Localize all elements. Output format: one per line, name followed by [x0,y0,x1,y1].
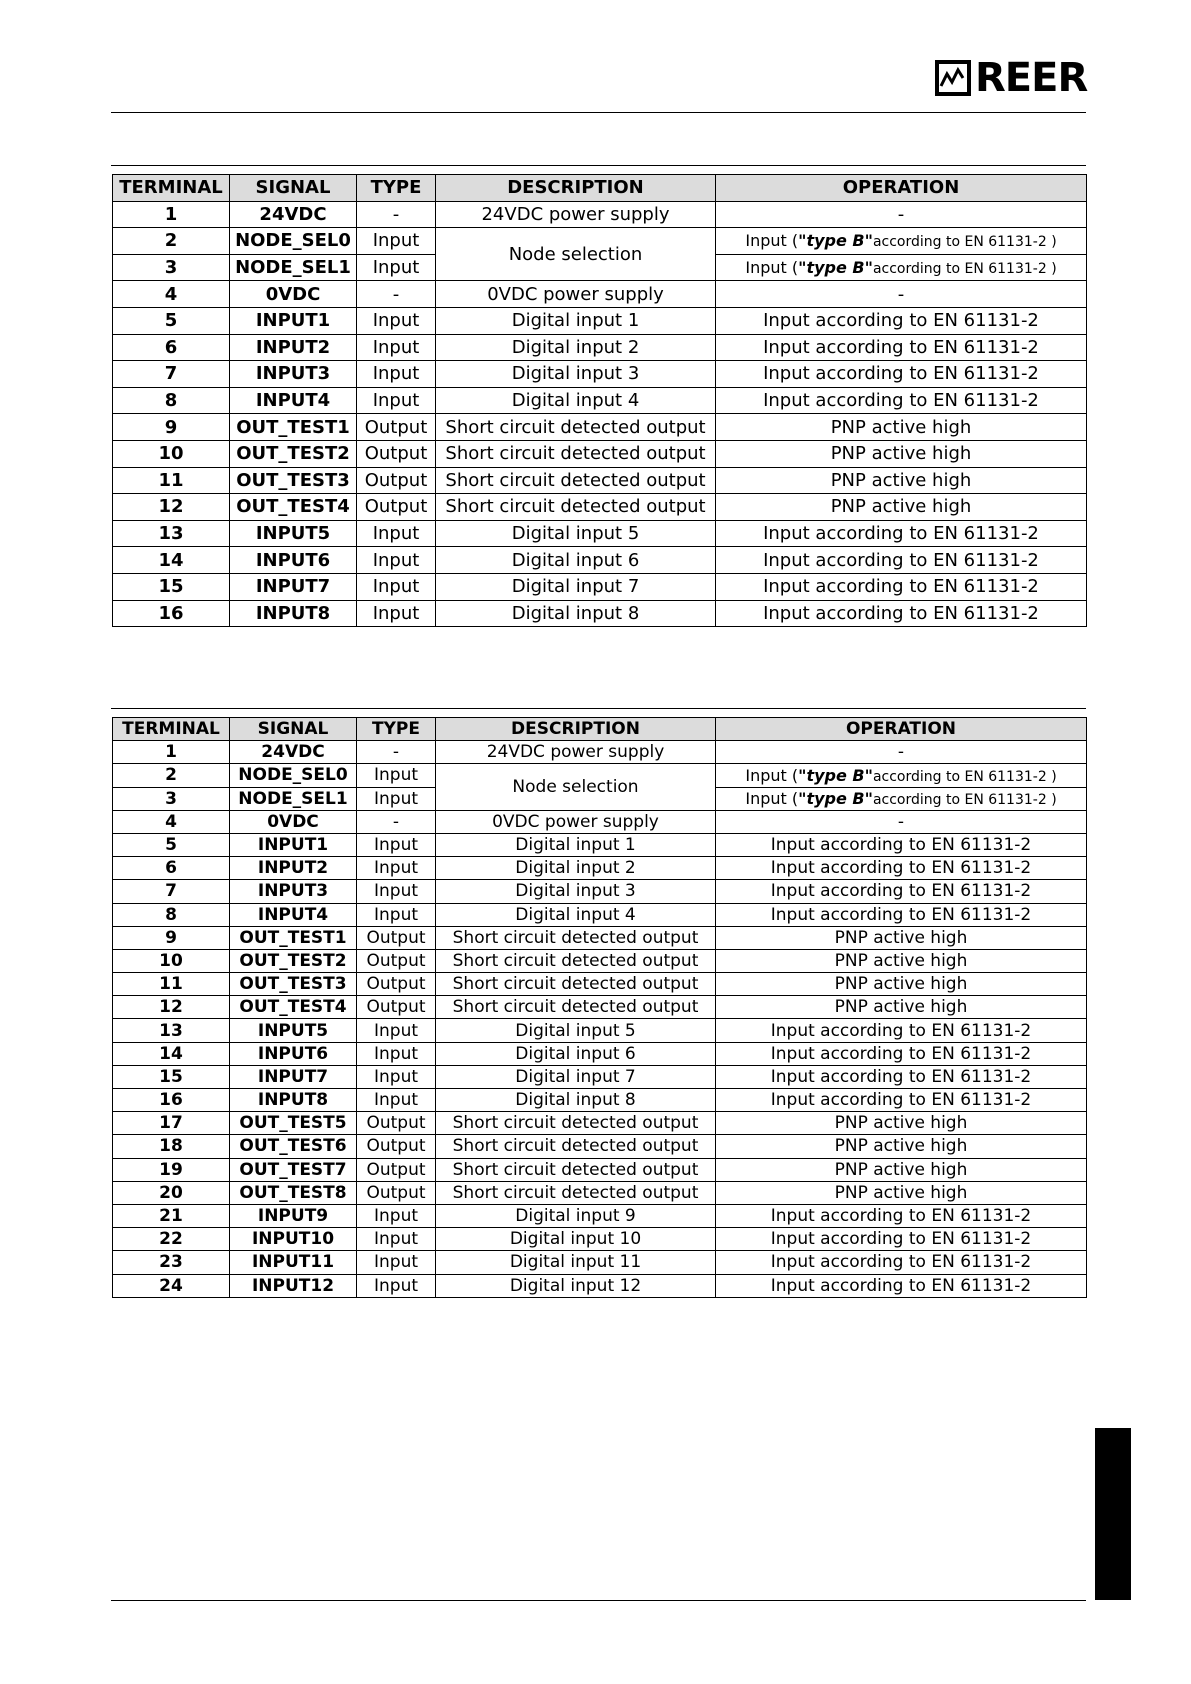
cell-terminal: 15 [113,573,230,600]
table-row [113,949,1087,972]
cell-signal: INPUT2 [230,334,357,361]
table1-top-rule [111,165,1086,166]
table-row [113,361,1087,388]
cell-operation: PNP active high [716,1112,1087,1135]
cell-description: Digital input 3 [436,361,716,388]
cell-type: Output [357,440,436,467]
cell-terminal: 22 [113,1228,230,1251]
cell-type: Input [357,1042,436,1065]
table-row [113,573,1087,600]
cell-description: 24VDC power supply [436,201,716,228]
cell-operation: Input according to EN 61131-2 [716,547,1087,574]
cell-description: Node selection [436,228,716,281]
cell-operation-node-sel [716,228,1087,255]
cell-signal: INPUT6 [230,1042,357,1065]
cell-operation: Input according to EN 61131-2 [716,1089,1087,1112]
table-row [113,307,1087,334]
cell-terminal: 6 [113,857,230,880]
cell-signal: OUT_TEST6 [230,1135,357,1158]
cell-type: Input [357,600,436,627]
cell-description: Digital input 1 [436,833,716,856]
cell-terminal: 14 [113,547,230,574]
table-row [113,600,1087,627]
cell-description: Digital input 7 [436,1065,716,1088]
cell-terminal: 24 [113,1274,230,1297]
cell-operation: Input according to EN 61131-2 [716,334,1087,361]
cell-operation: Input according to EN 61131-2 [716,307,1087,334]
cell-type: Input [357,254,436,281]
table-row [113,1181,1087,1204]
table-row [113,1158,1087,1181]
cell-type: Input [357,387,436,414]
cell-operation: PNP active high [716,494,1087,521]
op-prefix: Input ( [745,231,799,251]
table-row [113,973,1087,996]
header-terminal: TERMINAL [113,718,230,741]
table-row [113,1019,1087,1042]
cell-description: Digital input 5 [436,1019,716,1042]
cell-terminal: 18 [113,1135,230,1158]
cell-type: Output [357,1135,436,1158]
cell-signal: INPUT6 [230,547,357,574]
cell-type: Input [357,334,436,361]
logo-text: REER [975,55,1088,101]
cell-operation-node-sel [716,254,1087,281]
cell-operation: PNP active high [716,440,1087,467]
cell-signal: NODE_SEL0 [230,228,357,255]
cell-description: 0VDC power supply [436,281,716,308]
cell-terminal: 5 [113,833,230,856]
cell-signal: OUT_TEST2 [230,440,357,467]
cell-terminal: 13 [113,1019,230,1042]
cell-description: Short circuit detected output [436,973,716,996]
logo-mark-icon [935,60,971,96]
cell-terminal: 21 [113,1204,230,1227]
cell-terminal: 20 [113,1181,230,1204]
cell-terminal: 5 [113,307,230,334]
cell-operation-node-sel [716,764,1087,787]
table-row [113,201,1087,228]
cell-signal: INPUT10 [230,1228,357,1251]
cell-description: Digital input 6 [436,547,716,574]
cell-type: - [357,741,436,764]
cell-description: Node selection [436,764,716,810]
cell-signal: OUT_TEST4 [230,494,357,521]
cell-signal: INPUT11 [230,1251,357,1274]
header-operation: OPERATION [716,718,1087,741]
cell-terminal: 8 [113,387,230,414]
op-prefix: Input ( [745,258,799,278]
cell-terminal: 14 [113,1042,230,1065]
cell-signal: 24VDC [230,201,357,228]
table-row [113,1089,1087,1112]
cell-terminal: 8 [113,903,230,926]
cell-terminal: 2 [113,764,230,787]
cell-operation-node-sel [716,787,1087,810]
table-row [113,1065,1087,1088]
cell-type: Input [357,228,436,255]
header-rule [111,112,1086,113]
cell-description: 24VDC power supply [436,741,716,764]
cell-signal: INPUT4 [230,387,357,414]
header-type: TYPE [357,718,436,741]
cell-description: Short circuit detected output [436,414,716,441]
cell-operation: Input according to EN 61131-2 [716,1251,1087,1274]
cell-signal: INPUT4 [230,903,357,926]
cell-terminal: 3 [113,254,230,281]
op-type-label: "type B" [798,258,873,278]
op-suffix: according to EN 61131-2 ) [872,792,1057,809]
cell-description: Digital input 5 [436,520,716,547]
cell-type: Output [357,494,436,521]
cell-terminal: 9 [113,926,230,949]
cell-description: Short circuit detected output [436,1158,716,1181]
cell-signal: OUT_TEST2 [230,949,357,972]
cell-type: Input [357,880,436,903]
cell-operation: Input according to EN 61131-2 [716,573,1087,600]
cell-description: Short circuit detected output [436,467,716,494]
cell-type: - [357,281,436,308]
cell-description: Digital input 9 [436,1204,716,1227]
cell-operation: - [716,741,1087,764]
cell-type: Input [357,307,436,334]
cell-type: Input [357,547,436,574]
cell-signal: NODE_SEL1 [230,787,357,810]
cell-type: Output [357,1112,436,1135]
cell-type: Input [357,1204,436,1227]
cell-terminal: 3 [113,787,230,810]
cell-description: Digital input 11 [436,1251,716,1274]
cell-terminal: 1 [113,201,230,228]
cell-terminal: 12 [113,494,230,521]
table-row [113,334,1087,361]
header-signal: SIGNAL [230,718,357,741]
table-row [113,467,1087,494]
cell-signal: INPUT5 [230,1019,357,1042]
cell-type: Input [357,1274,436,1297]
cell-terminal: 15 [113,1065,230,1088]
table-row [113,1112,1087,1135]
cell-type: Input [357,520,436,547]
cell-description: Digital input 2 [436,857,716,880]
terminal-table-16 [112,174,1087,627]
cell-type: Input [357,1228,436,1251]
cell-description: Digital input 4 [436,387,716,414]
table-row [113,857,1087,880]
cell-operation: PNP active high [716,949,1087,972]
op-suffix: according to EN 61131-2 ) [872,234,1057,251]
cell-type: Output [357,1181,436,1204]
table-row [113,810,1087,833]
cell-type: Output [357,414,436,441]
cell-terminal: 4 [113,281,230,308]
footer-rule [111,1600,1086,1601]
cell-signal: INPUT12 [230,1274,357,1297]
reer-logo [935,55,1087,101]
cell-type: Output [357,996,436,1019]
cell-terminal: 12 [113,996,230,1019]
op-type-label: "type B" [798,765,873,785]
table-row [113,1274,1087,1297]
cell-description: Short circuit detected output [436,440,716,467]
cell-terminal: 7 [113,361,230,388]
cell-operation: PNP active high [716,414,1087,441]
cell-type: Input [357,787,436,810]
op-suffix: according to EN 61131-2 ) [872,261,1057,278]
cell-operation: - [716,281,1087,308]
table-row [113,1204,1087,1227]
op-suffix: according to EN 61131-2 ) [872,768,1057,785]
cell-signal: INPUT3 [230,361,357,388]
cell-type: Input [357,764,436,787]
cell-operation: Input according to EN 61131-2 [716,1274,1087,1297]
cell-description: Digital input 8 [436,600,716,627]
cell-terminal: 13 [113,520,230,547]
cell-signal: INPUT8 [230,1089,357,1112]
terminal-table-24 [112,717,1087,1298]
cell-terminal: 11 [113,467,230,494]
cell-signal: OUT_TEST8 [230,1181,357,1204]
cell-signal: OUT_TEST1 [230,926,357,949]
cell-operation: PNP active high [716,1158,1087,1181]
header-signal: SIGNAL [230,175,357,202]
table-row [113,440,1087,467]
cell-description: Digital input 12 [436,1274,716,1297]
table-row [113,547,1087,574]
cell-terminal: 7 [113,880,230,903]
cell-operation: PNP active high [716,926,1087,949]
table-row [113,387,1087,414]
table-row [113,414,1087,441]
cell-operation: - [716,810,1087,833]
table-row [113,833,1087,856]
table-row [113,494,1087,521]
cell-operation: Input according to EN 61131-2 [716,600,1087,627]
cell-operation: PNP active high [716,467,1087,494]
cell-type: Input [357,903,436,926]
cell-terminal: 10 [113,949,230,972]
cell-description: Digital input 6 [436,1042,716,1065]
table-row [113,741,1087,764]
cell-type: Output [357,926,436,949]
cell-operation: PNP active high [716,973,1087,996]
cell-description: Short circuit detected output [436,1112,716,1135]
cell-signal: NODE_SEL0 [230,764,357,787]
cell-signal: OUT_TEST7 [230,1158,357,1181]
cell-terminal: 9 [113,414,230,441]
op-prefix: Input ( [745,789,799,809]
cell-type: Output [357,467,436,494]
header-description: DESCRIPTION [436,718,716,741]
table-row [113,281,1087,308]
table-row [113,1228,1087,1251]
cell-terminal: 16 [113,600,230,627]
cell-operation: PNP active high [716,1181,1087,1204]
table-row [113,903,1087,926]
cell-signal: INPUT7 [230,1065,357,1088]
table-row [113,880,1087,903]
cell-signal: OUT_TEST4 [230,996,357,1019]
cell-operation: Input according to EN 61131-2 [716,1228,1087,1251]
cell-signal: OUT_TEST1 [230,414,357,441]
cell-signal: OUT_TEST3 [230,467,357,494]
table-row [113,996,1087,1019]
cell-description: Digital input 8 [436,1089,716,1112]
cell-terminal: 2 [113,228,230,255]
cell-description: Short circuit detected output [436,1135,716,1158]
header-description: DESCRIPTION [436,175,716,202]
table-row [113,926,1087,949]
cell-operation: Input according to EN 61131-2 [716,520,1087,547]
cell-type: Input [357,573,436,600]
header-terminal: TERMINAL [113,175,230,202]
cell-operation: Input according to EN 61131-2 [716,1065,1087,1088]
cell-type: Input [357,1089,436,1112]
op-prefix: Input ( [745,765,799,785]
table2-top-rule [111,708,1086,709]
cell-terminal: 11 [113,973,230,996]
cell-type: Output [357,973,436,996]
cell-signal: INPUT3 [230,880,357,903]
cell-description: Digital input 2 [436,334,716,361]
cell-description: Short circuit detected output [436,1181,716,1204]
cell-signal: INPUT1 [230,307,357,334]
cell-terminal: 1 [113,741,230,764]
cell-terminal: 6 [113,334,230,361]
table-row [113,1042,1087,1065]
section-tab-marker [1095,1428,1131,1600]
cell-operation: Input according to EN 61131-2 [716,903,1087,926]
cell-operation: Input according to EN 61131-2 [716,1019,1087,1042]
cell-type: - [357,810,436,833]
cell-operation: Input according to EN 61131-2 [716,361,1087,388]
cell-operation: Input according to EN 61131-2 [716,1042,1087,1065]
cell-terminal: 4 [113,810,230,833]
cell-description: Short circuit detected output [436,996,716,1019]
cell-type: Input [357,833,436,856]
cell-signal: OUT_TEST3 [230,973,357,996]
cell-description: Digital input 1 [436,307,716,334]
table-row [113,1251,1087,1274]
cell-signal: 0VDC [230,810,357,833]
cell-signal: INPUT2 [230,857,357,880]
cell-terminal: 19 [113,1158,230,1181]
table-row [113,764,1087,787]
cell-signal: 0VDC [230,281,357,308]
cell-description: Short circuit detected output [436,926,716,949]
cell-description: Digital input 10 [436,1228,716,1251]
cell-terminal: 16 [113,1089,230,1112]
cell-type: Input [357,1019,436,1042]
cell-terminal: 23 [113,1251,230,1274]
cell-type: Output [357,1158,436,1181]
cell-operation: - [716,201,1087,228]
cell-terminal: 10 [113,440,230,467]
cell-terminal: 17 [113,1112,230,1135]
cell-type: Input [357,1065,436,1088]
cell-type: - [357,201,436,228]
header-type: TYPE [357,175,436,202]
cell-operation: Input according to EN 61131-2 [716,387,1087,414]
cell-signal: NODE_SEL1 [230,254,357,281]
cell-signal: INPUT9 [230,1204,357,1227]
op-type-label: "type B" [798,231,873,251]
cell-description: Digital input 3 [436,880,716,903]
cell-description: 0VDC power supply [436,810,716,833]
cell-operation: Input according to EN 61131-2 [716,1204,1087,1227]
cell-operation: Input according to EN 61131-2 [716,857,1087,880]
cell-signal: INPUT1 [230,833,357,856]
cell-type: Input [357,857,436,880]
cell-signal: INPUT7 [230,573,357,600]
cell-operation: Input according to EN 61131-2 [716,880,1087,903]
cell-description: Digital input 4 [436,903,716,926]
cell-operation: PNP active high [716,996,1087,1019]
cell-type: Input [357,1251,436,1274]
cell-operation: Input according to EN 61131-2 [716,833,1087,856]
op-type-label: "type B" [798,789,873,809]
cell-signal: 24VDC [230,741,357,764]
cell-type: Input [357,361,436,388]
cell-signal: INPUT5 [230,520,357,547]
cell-operation: PNP active high [716,1135,1087,1158]
table-row [113,520,1087,547]
table-row [113,1135,1087,1158]
cell-signal: INPUT8 [230,600,357,627]
cell-description: Short circuit detected output [436,949,716,972]
cell-type: Output [357,949,436,972]
cell-description: Short circuit detected output [436,494,716,521]
cell-signal: OUT_TEST5 [230,1112,357,1135]
header-operation: OPERATION [716,175,1087,202]
cell-description: Digital input 7 [436,573,716,600]
table-row [113,228,1087,255]
